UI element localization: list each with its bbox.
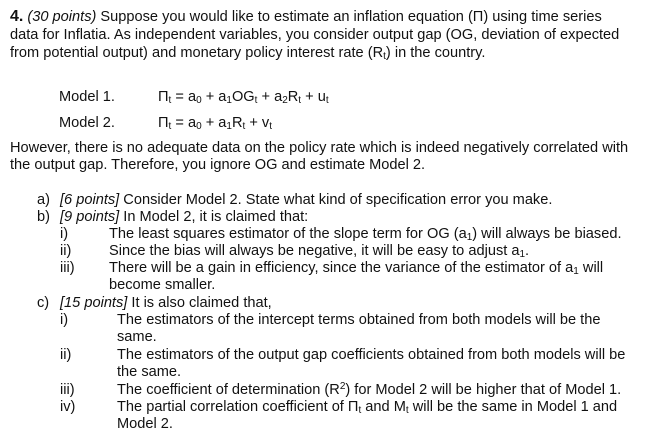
question-intro-line-1 (10, 8, 602, 26)
question-intro-text-1: Suppose you would like to estimate an inflation equation (Π) using time series (100, 9, 602, 25)
part-b-line (60, 209, 308, 226)
part-c-item-num: ii) (60, 347, 72, 363)
part-b-item-text: There will be a gain in efficiency, since the variance of the estimator of $a_1$ will (109, 260, 604, 277)
part-c-item-text: The estimators of the intercept terms obtained from both models will be the (117, 312, 601, 328)
part-a-line (60, 192, 552, 209)
part-a-points: [6 points] (60, 192, 120, 208)
model-1-equation: $\Pi_t = a_0 + a_1OG_t + a_2R_t + u_t$ (158, 89, 329, 106)
question-points: (30 points) (27, 9, 97, 25)
question-number: 4. (10, 8, 24, 25)
part-c-text: It is also claimed that, (131, 295, 272, 311)
part-b-item-text: Since the bias will always be negative, it will be easy to adjust $a_1$. (109, 243, 530, 260)
part-b-item-text: The least squares estimator of the slope term for OG $(a_1)$ will always be biased. (109, 226, 622, 243)
part-c-item-continuation: Model 2. (117, 416, 173, 432)
part-b-item-num: ii) (60, 243, 72, 259)
question-intro-text-3b: ) in the country. (385, 45, 486, 61)
part-b-item-num: i) (60, 226, 69, 242)
part-b-label: b) (37, 209, 50, 225)
question-intro-line-3 (10, 45, 485, 62)
part-c-points: [15 points] (60, 295, 128, 311)
part-c-item-continuation: same. (117, 329, 157, 345)
however-line-2: the output gap. Therefore, you ignore OG and estimate Model 2. (10, 157, 426, 173)
part-b-text: In Model 2, it is claimed that: (123, 209, 309, 225)
part-c-item-text: The partial correlation coefficient of $\Pi_t$ and $M_t$ will be the same in Model 1 and (117, 399, 618, 416)
model-2-equation: $\Pi_t = a_0 + a_1R_t + v_t$ (158, 115, 272, 132)
part-c-line (60, 295, 272, 312)
part-c-item-num: iii) (60, 382, 75, 398)
part-c-item-num: iv) (60, 399, 76, 415)
part-c-item-continuation: the same. (117, 364, 182, 380)
part-c-item-num: i) (60, 312, 69, 328)
rate-subscript: t (383, 51, 386, 62)
however-line-1: However, there is no adequate data on the policy rate which is indeed negatively correlated with (10, 140, 629, 156)
part-b-item-num: iii) (60, 260, 75, 276)
part-c-item-text: The coefficient of determination $(R^2)$ for Model 2 will be higher that of Model 1. (117, 381, 622, 398)
part-b-points: [9 points] (60, 209, 120, 225)
part-c-item-text: The estimators of the output gap coefficients obtained from both models will be (117, 347, 626, 363)
part-a-text: Consider Model 2. State what kind of specification error you make. (123, 192, 553, 208)
part-b-item-continuation: become smaller. (109, 277, 216, 293)
model-1-label: Model 1. (59, 89, 115, 105)
question-intro-line-2: data for Inflatia. As independent variables, you consider output gap (OG, deviation of expected (10, 27, 620, 43)
question-intro-text-3a: from potential output) and monetary policy interest rate (R (10, 45, 384, 61)
model-2-label: Model 2. (59, 115, 115, 131)
part-c-label: c) (37, 295, 50, 311)
part-a-label: a) (37, 192, 50, 208)
